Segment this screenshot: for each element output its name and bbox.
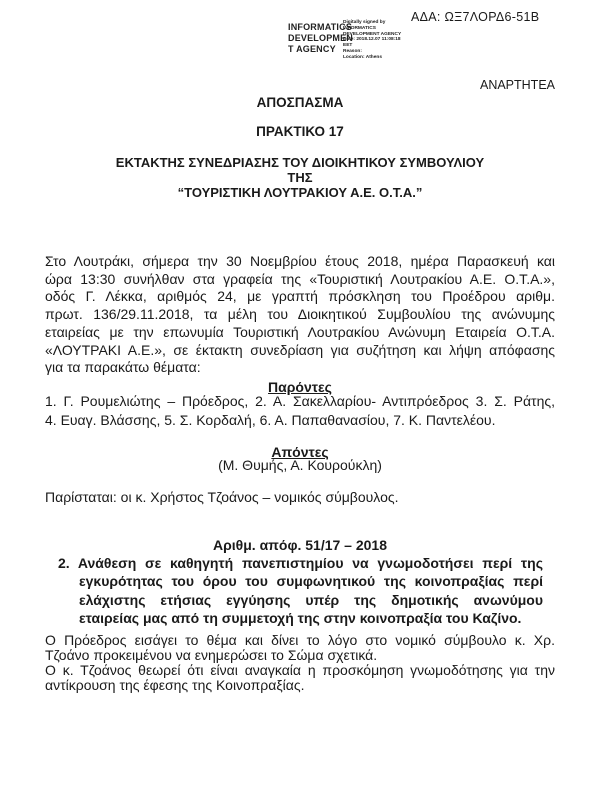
- present-members-list: [45, 392, 555, 429]
- text-line: εταιρείας μας από τη συμμετοχή της στην κοινοπραξία του Καζίνο.: [79, 609, 522, 626]
- text-line: Digitally signed by: [343, 20, 386, 25]
- discussion-paragraph-2: [45, 663, 555, 693]
- text-line: Στο Λουτράκι, σήμερα την 30 Νοεμβρίου έτους 2018, ημέρα Παρασκευή και: [45, 253, 555, 269]
- text-line: T AGENCY: [288, 44, 336, 54]
- text-line: Τζοάνο προκειμένου να ενημερώσει το Σώμα σχετικά.: [45, 647, 378, 664]
- text-line: Date: 2018.12.07 11:08:18: [343, 37, 401, 43]
- minutes-title: ΠΡΑΚΤΙΚΟ 17: [256, 124, 344, 139]
- text-line: ελάχιστης ετήσιας εγγύησης υπέρ της δημοτικής ανωνύμου: [79, 591, 543, 608]
- text-line: «ΛΟΥΤΡΑΚΙ Α.Ε.», σε έκτακτη συνεδρίαση για συζήτηση και λήψη απόφασης: [45, 341, 555, 358]
- text-line: 1. Γ. Ρουμελιώτης – Πρόεδρος, 2. Α. Σακελλαρίου- Αντιπρόεδρος 3. Σ. Ράτης,: [45, 393, 555, 409]
- document-type-title: ΑΠΟΣΠΑΣΜΑ: [256, 95, 344, 110]
- text-line: DEVELOPMEN: [288, 33, 354, 43]
- absent-members-list: (Μ. Θυμής, Α. Κουρούκλη): [218, 457, 382, 473]
- text-line: ΤΗΣ: [287, 170, 313, 186]
- publication-note: ΑΝΑΡΤΗΤΕΑ: [479, 78, 555, 92]
- text-line: για τα παρακάτω θέματα:: [45, 359, 201, 376]
- discussion-paragraph-1: [45, 633, 555, 663]
- present-heading: Παρόντες: [268, 379, 332, 395]
- text-line: DEVELOPMENT AGENCY: [343, 31, 402, 37]
- text-line: INFORMATICS: [343, 25, 376, 31]
- decision-subject-item: [58, 554, 543, 627]
- text-line: 4. Ευαγ. Βλάσσης, 5. Σ. Κορδαλή, 6. Α. Παπαθανασίου, 7. Κ. Παντελέου.: [45, 411, 496, 428]
- text-line: 2. Ανάθεση σε καθηγητή πανεπιστημίου να γνωμοδοτήσει περί της: [58, 555, 543, 571]
- attending-counsel-line: Παρίσταται: οι κ. Χρήστος Τζοάνος – νομικός σύμβουλος.: [45, 489, 399, 505]
- text-line: EET: [343, 43, 353, 49]
- text-line: εγκυρότητας του όρου του συμφωνητικού της κοινοπραξίας περί: [79, 573, 543, 590]
- session-title: [45, 155, 555, 201]
- absent-heading: Απόντες: [271, 444, 329, 460]
- text-line: ΕΚΤΑΚΤΗΣ ΣΥΝΕΔΡΙΑΣΗΣ ΤΟΥ ΔΙΟΙΚΗΤΙΚΟΥ ΣΥΜΒΟΥΛΙΟΥ: [115, 155, 485, 170]
- digital-signature-details: [343, 20, 417, 61]
- text-line: Reason:: [343, 48, 362, 54]
- text-line: αντίκρουση της έφεσης της Κοινοπραξίας.: [45, 677, 305, 694]
- ada-number: ΑΔΑ: ΩΞ7ΛΟΡΔ6-51Β: [411, 10, 540, 24]
- text-line: INFORMATICS: [288, 22, 353, 32]
- introduction-paragraph: [45, 253, 555, 377]
- text-line: οδός Γ. Λέκκα, αριθμός 24, με γραπτή πρόσκληση του Προέδρου αριθμ.: [45, 288, 555, 305]
- text-line: πρωτ. 136/29.11.2018, τα μέλη του Διοικητικού Συμβουλίου της ανώνυμης: [45, 306, 555, 323]
- text-line: Ο Πρόεδρος εισάγει το θέμα και δίνει το λόγο στο νομικό σύμβουλο κ. Χρ.: [45, 632, 555, 648]
- decision-number-heading: Αριθμ. απόφ. 51/17 – 2018: [213, 537, 387, 553]
- text-line: Location: Athens: [343, 54, 382, 60]
- text-line: ώρα 13:30 συνήλθαν στα γραφεία της «Τουριστική Λουτρακίου Α.Ε. Ο.Τ.Α.»,: [45, 270, 555, 287]
- text-line: εταιρείας με την επωνυμία Τουριστική Λουτρακίου Ανώνυμη Εταιρεία Ο.Τ.Α.: [45, 323, 555, 340]
- text-line: Ο κ. Τζοάνος θεωρεί ότι είναι αναγκαία η προσκόμηση γνωμοδότησης για την: [45, 662, 555, 678]
- text-line: “ΤΟΥΡΙΣΤΙΚΗ ΛΟΥΤΡΑΚΙΟΥ Α.Ε. Ο.Τ.Α.”: [177, 185, 423, 201]
